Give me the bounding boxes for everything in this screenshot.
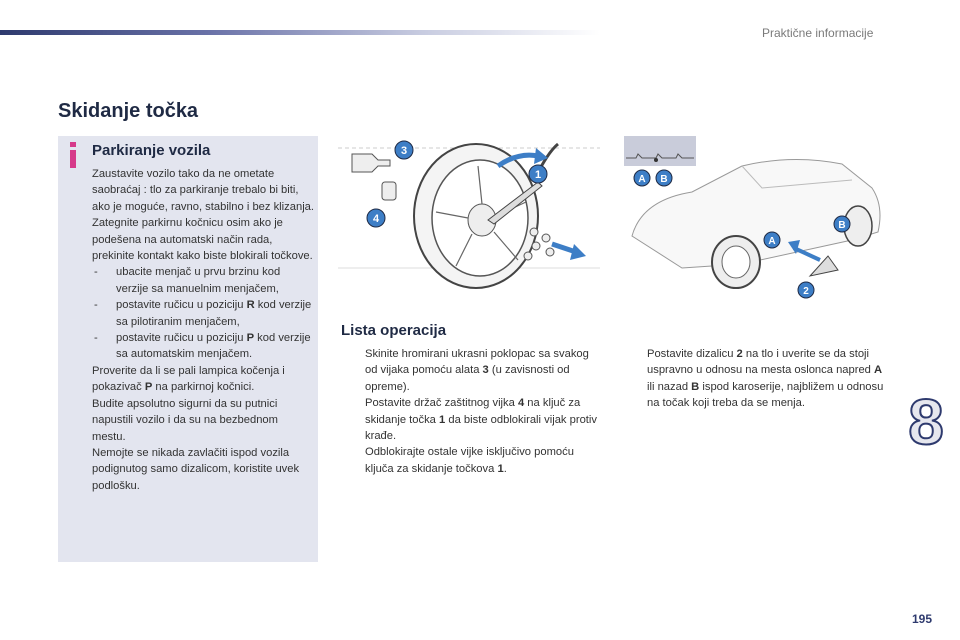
chapter-number-badge [892,378,960,458]
label-b-badge [834,216,850,232]
info-icon [66,142,80,168]
wheel-tools-illustration [338,136,600,288]
info-box-text [92,166,314,494]
list-item: Skinite hromirani ukrasni poklopac sa svakog od vijaka pomoću alata 3 (u zavisnosti od opreme). [365,348,589,393]
list-item: Postavite dizalicu 2 na tlo i uverite se da stoji uspravno u odnosu na mesta oslonca napred A ili nazad B ispod karoserije, najbližem u odnosu na točak koji treba da se menja. [647,348,884,410]
gearbox-list [92,264,314,362]
label-a-badge [764,232,780,248]
page-number: 195 [912,612,933,626]
svg-text:A: A [638,174,646,185]
label-2-badge [798,282,814,298]
info-paragraph-4: Budite apsolutno sigurni da su putnici napustili vozilo i da su na bezbednom mestu. [92,397,278,443]
svg-text:A: A [768,236,776,247]
label-a-badge-inset [634,170,650,186]
svg-text:1: 1 [534,169,542,181]
operations-title: Lista operacija [341,322,447,339]
info-paragraph-3: Proverite da li se pali lampica kočenja i pokazivač P na parkirnoj kočnici. [92,364,285,394]
label-4-badge [367,209,385,227]
svg-text:3: 3 [400,145,408,157]
svg-text:4: 4 [372,213,380,225]
page-title: Skidanje točka [58,100,199,122]
car-jack-illustration [622,136,890,297]
list-item: Odblokirajte ostale vijke isključivo pomoću ključa za skidanje točkova 1. [365,446,574,475]
info-box-title: Parkiranje vozila [92,142,211,159]
list-item: - ubacite menjač u prvu brzinu kod verzije sa manuelnim menjačem, [92,264,314,297]
info-paragraph-2: Zategnite parkirnu kočnicu osim ako je podešena na automatski način rada, prekinite kontakt kako biste blokirali točkove. [92,217,313,263]
header-gradient-bar [0,30,600,35]
svg-text:B: B [660,174,668,185]
svg-text:B: B [838,220,846,231]
svg-text:2: 2 [803,286,809,297]
label-3-badge [395,141,413,159]
operations-list-col2 [625,346,885,412]
list-item: - postavite ručicu u poziciju R kod verzije sa pilotiranim menjačem, [92,297,314,330]
info-paragraph-5: Nemojte se nikada zavlačiti ispod vozila podignutog samo dizalicom, koristite uvek podlošku. [92,446,300,492]
label-1-badge [529,165,547,183]
label-b-badge-inset [656,170,672,186]
list-item: - postavite ručicu u poziciju P kod verzije sa automatskim menjačem. [92,330,314,363]
operations-list-col1 [343,346,601,477]
section-title-header: Praktične informacije [762,26,874,40]
list-item: Postavite držač zaštitnog vijka 4 na ključ za skidanje točka 1 da biste odblokirali vijak protiv krađe. [365,397,597,443]
chapter-number: 8 [908,386,944,458]
info-paragraph-1: Zaustavite vozilo tako da ne ometate saobraćaj : tlo za parkiranje trebalo bi biti, ako je moguće, ravno, stabilno i bez klizanja. [92,168,315,213]
